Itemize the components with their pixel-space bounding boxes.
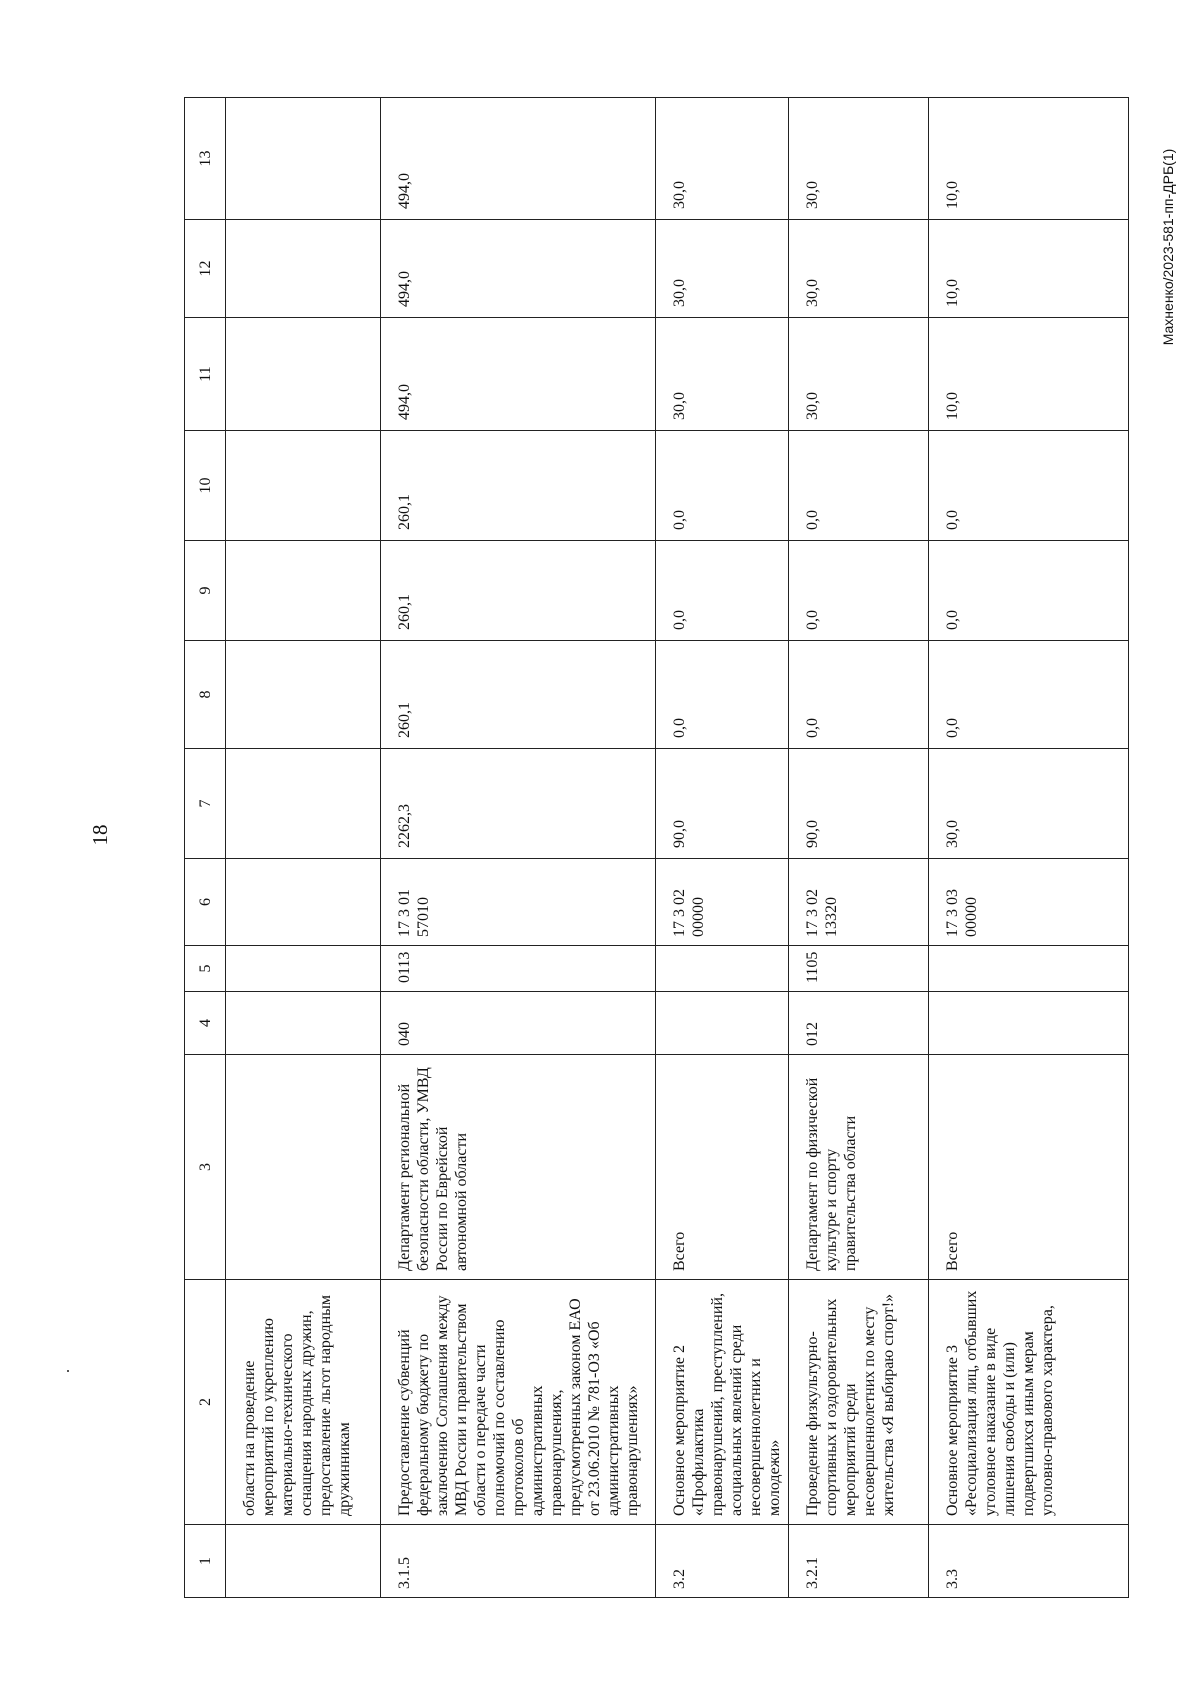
grbs-code-cell xyxy=(226,992,381,1055)
amount-cell: 10,0 xyxy=(929,98,1129,220)
total-amount-cell: 30,0 xyxy=(929,749,1129,859)
table-row xyxy=(381,98,656,1598)
grbs-code-cell xyxy=(929,992,1129,1055)
amount-cell xyxy=(226,431,381,541)
row-number-cell: 3.1.5 xyxy=(381,1525,656,1598)
amount-cell: 0,0 xyxy=(789,541,929,641)
header-cell: 3 xyxy=(185,1055,226,1280)
amount-cell: 260,1 xyxy=(381,541,656,641)
header-cell: 6 xyxy=(185,859,226,946)
target-article-cell: 17 3 01 57010 xyxy=(381,859,656,946)
section-code-cell: 0113 xyxy=(381,946,656,992)
target-article-cell: 17 3 03 00000 xyxy=(929,859,1129,946)
amount-cell: 30,0 xyxy=(656,318,789,431)
row-number-cell: 3.3 xyxy=(929,1525,1129,1598)
amount-cell: 10,0 xyxy=(929,220,1129,318)
table-row xyxy=(789,98,929,1598)
measure-name-cell: Предоставление субвенций федеральному бюджету по заключению Соглашения между МВД России и правительством области о передаче части полномочий по составлению протоколов об административных правонарушениях, предусмотренных законом ЕАО от 23.06.2010 № 781-ОЗ «Об административных правонарушениях» xyxy=(381,1280,656,1525)
measure-name-cell: Основное мероприятие 3 «Ресоциализация лиц, отбывших уголовное наказание в виде лишения свободы и (или) подвергшихся иным мерам уголовно-правового характера, xyxy=(929,1280,1129,1525)
executor-cell: Департамент по физической культуре и спорту правительства области xyxy=(789,1055,929,1280)
header-cell: 12 xyxy=(185,220,226,318)
header-cell: 2 xyxy=(185,1280,226,1525)
total-amount-cell: 90,0 xyxy=(789,749,929,859)
table-row xyxy=(656,98,789,1598)
amount-cell: 30,0 xyxy=(656,220,789,318)
amount-cell: 0,0 xyxy=(789,641,929,749)
header-cell: 1 xyxy=(185,1525,226,1598)
budget-table xyxy=(184,97,1129,1598)
total-amount-cell xyxy=(226,749,381,859)
target-article-cell: 17 3 02 00000 xyxy=(656,859,789,946)
amount-cell xyxy=(226,641,381,749)
amount-cell: 0,0 xyxy=(656,541,789,641)
amount-cell: 494,0 xyxy=(381,220,656,318)
amount-cell: 30,0 xyxy=(789,220,929,318)
header-row xyxy=(185,98,226,1598)
amount-cell xyxy=(226,98,381,220)
amount-cell: 0,0 xyxy=(656,431,789,541)
header-cell: 7 xyxy=(185,749,226,859)
amount-cell: 0,0 xyxy=(789,431,929,541)
scan-speck xyxy=(67,1370,69,1372)
amount-cell: 30,0 xyxy=(789,318,929,431)
total-amount-cell: 90,0 xyxy=(656,749,789,859)
amount-cell: 494,0 xyxy=(381,98,656,220)
table-row xyxy=(226,98,381,1598)
measure-name-cell: области на проведение мероприятий по укреплению материально-технического оснащения народных дружин, предоставление льгот народным дружинникам xyxy=(226,1280,381,1525)
amount-cell xyxy=(226,220,381,318)
row-number-cell: 3.2 xyxy=(656,1525,789,1598)
header-cell: 11 xyxy=(185,318,226,431)
amount-cell: 0,0 xyxy=(929,641,1129,749)
row-number-cell xyxy=(226,1525,381,1598)
amount-cell: 260,1 xyxy=(381,641,656,749)
header-cell: 13 xyxy=(185,98,226,220)
amount-cell: 0,0 xyxy=(929,541,1129,641)
amount-cell xyxy=(226,318,381,431)
amount-cell xyxy=(226,541,381,641)
grbs-code-cell xyxy=(656,992,789,1055)
measure-name-cell: Проведение физкультурно-спортивных и оздоровительных мероприятий среди несовершеннолетних по месту жительства «Я выбираю спорт!» xyxy=(789,1280,929,1525)
header-cell: 8 xyxy=(185,641,226,749)
executor-cell: Всего xyxy=(929,1055,1129,1280)
header-cell: 10 xyxy=(185,431,226,541)
page-number: 18 xyxy=(88,824,112,846)
target-article-cell xyxy=(226,859,381,946)
amount-cell: 0,0 xyxy=(929,431,1129,541)
target-article-cell: 17 3 02 13320 xyxy=(789,859,929,946)
table-row xyxy=(929,98,1129,1598)
amount-cell: 30,0 xyxy=(656,98,789,220)
executor-cell: Департамент региональной безопасности области, УМВД России по Еврейской автономной области xyxy=(381,1055,656,1280)
amount-cell: 260,1 xyxy=(381,431,656,541)
amount-cell: 30,0 xyxy=(789,98,929,220)
total-amount-cell: 2262,3 xyxy=(381,749,656,859)
amount-cell: 494,0 xyxy=(381,318,656,431)
header-cell: 4 xyxy=(185,992,226,1055)
row-number-cell: 3.2.1 xyxy=(789,1525,929,1598)
document-id: Махненко/2023-581-пп-ДРБ(1) xyxy=(1160,148,1176,346)
executor-cell xyxy=(226,1055,381,1280)
amount-cell: 0,0 xyxy=(656,641,789,749)
section-code-cell: 1105 xyxy=(789,946,929,992)
measure-name-cell: Основное мероприятие 2 «Профилактика правонарушений, преступлений, асоциальных явлений среди несовершеннолетних и молодежи» xyxy=(656,1280,789,1525)
executor-cell: Всего xyxy=(656,1055,789,1280)
grbs-code-cell: 040 xyxy=(381,992,656,1055)
amount-cell: 10,0 xyxy=(929,318,1129,431)
header-cell: 9 xyxy=(185,541,226,641)
section-code-cell xyxy=(226,946,381,992)
grbs-code-cell: 012 xyxy=(789,992,929,1055)
rotated-table-wrapper xyxy=(184,98,1129,1598)
section-code-cell xyxy=(656,946,789,992)
section-code-cell xyxy=(929,946,1129,992)
header-cell: 5 xyxy=(185,946,226,992)
